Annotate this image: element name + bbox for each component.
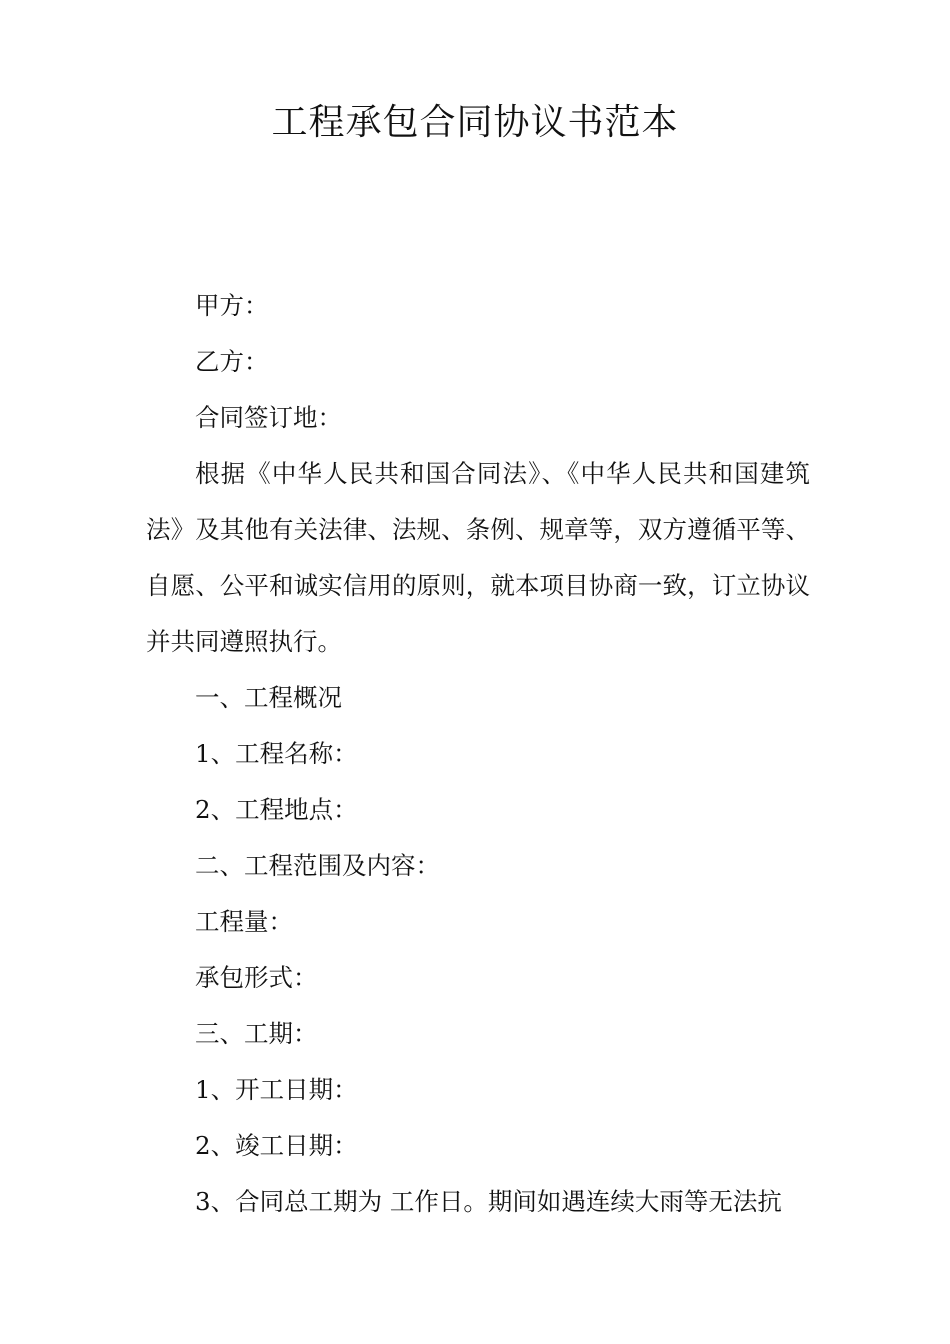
document-title: 工程承包合同协议书范本 — [271, 102, 679, 143]
preamble-paragraph: 根据《中华人民共和国合同法》、《中华人民共和国建筑法》及其他有关法律、法规、条例、规章等，双方遵循平等、自愿、公平和诚实信用的原则，就本项目协商一致，订立协议并共同遵照执行。 — [146, 459, 810, 656]
total-duration-line: 3、合同总工期为 工作日。期间如遇连续大雨等无法抗 — [195, 1187, 782, 1216]
signing-place-line: 合同签订地： — [195, 403, 342, 432]
project-location-line: 2、工程地点： — [195, 795, 358, 824]
document-body — [146, 278, 810, 1230]
section-heading-overview: 一、工程概况 — [195, 683, 342, 712]
party-b-line: 乙方： — [195, 347, 269, 376]
section-heading-duration: 三、工期： — [195, 1019, 318, 1048]
section-heading-scope: 二、工程范围及内容： — [195, 851, 440, 880]
quantity-line: 工程量： — [195, 907, 293, 936]
contract-form-line: 承包形式： — [195, 963, 318, 992]
party-a-line: 甲方： — [195, 291, 269, 320]
completion-date-line: 2、竣工日期： — [195, 1131, 358, 1160]
project-name-line: 1、工程名称： — [195, 739, 358, 768]
start-date-line: 1、开工日期： — [195, 1075, 358, 1104]
